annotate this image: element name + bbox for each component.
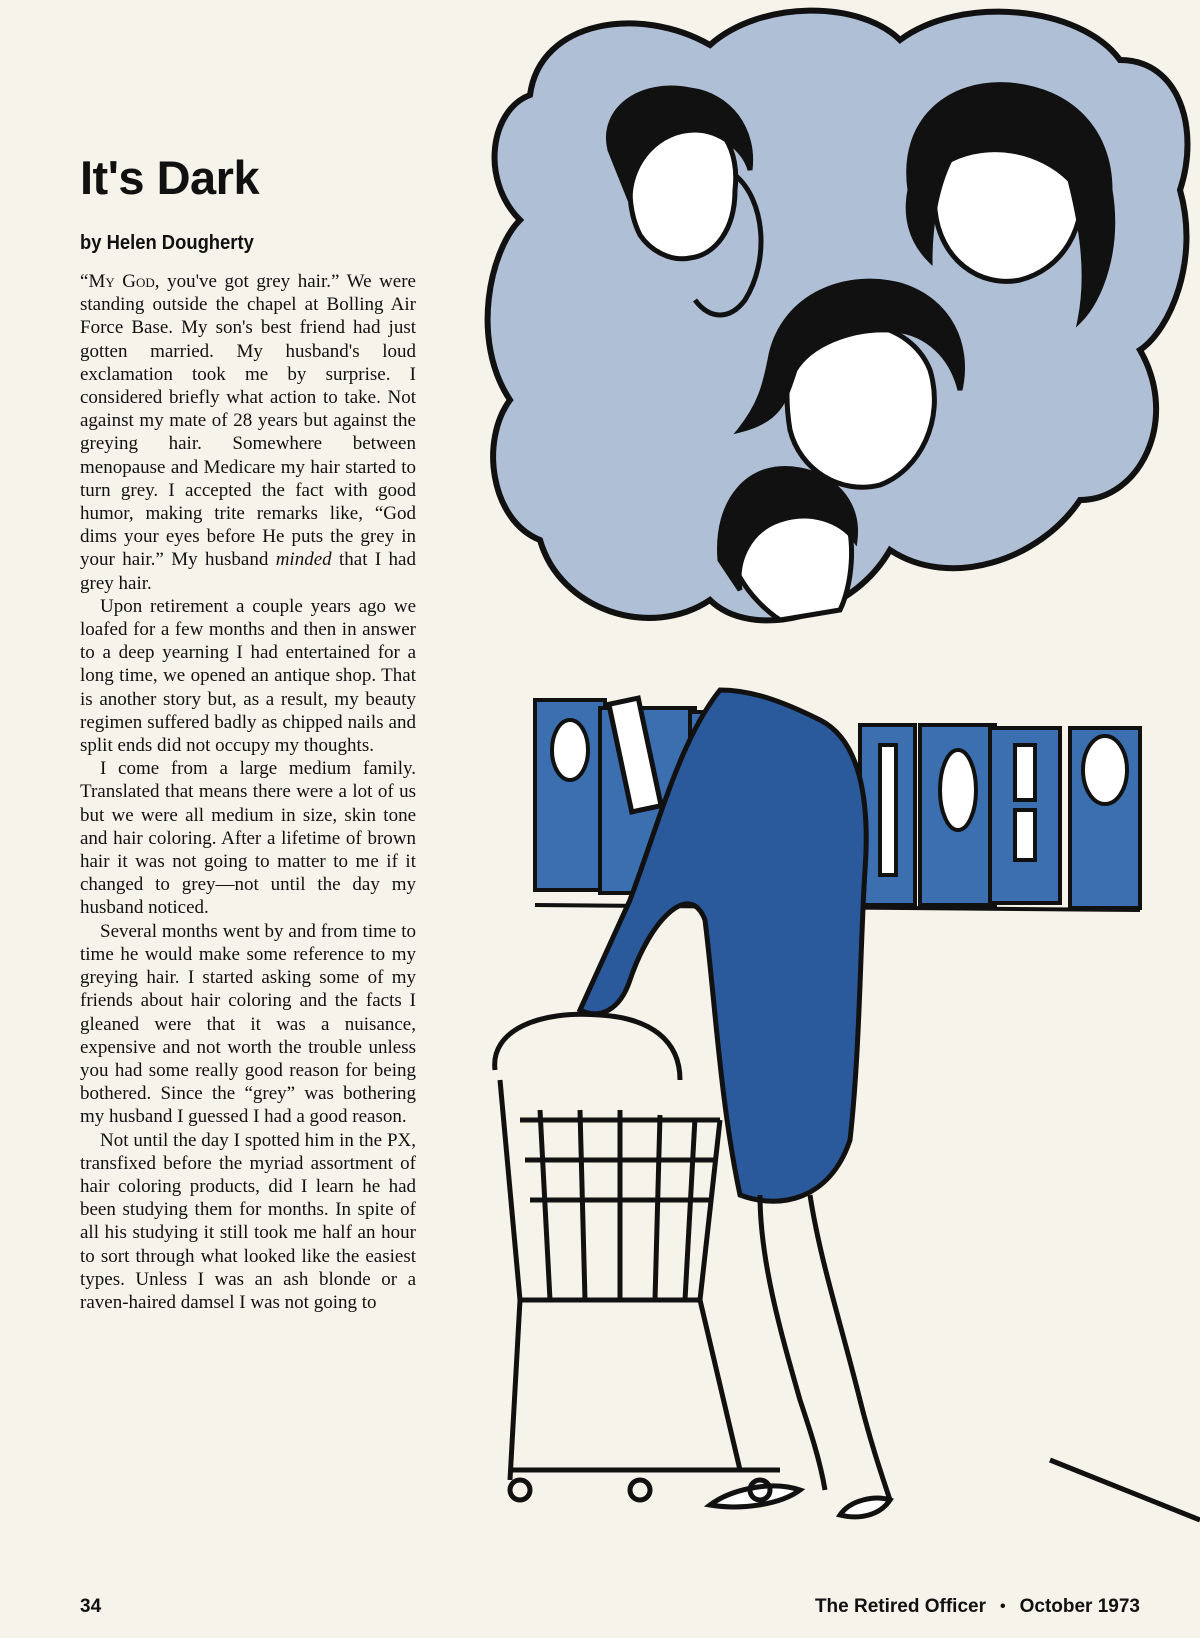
illustration-woman-with-cart	[480, 0, 1200, 1590]
paragraph-1: “My God, you've got grey hair.” We were standing outside the chapel at Bolling Air Force Base. My son's best friend had just gotten married. My husband's loud exclamation took me by surprise. I considered briefly what action to take. Not against my mate of 28 years but against the greying hair. Somewhere between menopause and Medicare my hair started to turn grey. I accepted the fact with good humor, making trite remarks like, “God dims your eyes before He puts the grey in your hair.” My husband minded that I had grey hair.	[80, 271, 416, 594]
paragraph-4: Several months went by and from time to time he would make some reference to my greying hair. I started asking some of my friends about hair coloring and the facts I gleaned were that it was a nuisance, expensive and not worth the trouble unless you had some really good reason for being bothered. Since the “grey” was bothering my husband I guessed I had a good reason.	[80, 920, 416, 1128]
article-body	[80, 270, 416, 1314]
paragraph-2: Upon retirement a couple years ago we loafed for a few months and then in answer to a deep yearning I had entertained for a long time, we opened an antique shop. That is another story but, as a result, my beauty regimen suffered badly as chipped nails and split ends did not occupy my thoughts.	[80, 595, 416, 757]
lead-in-small-caps: My God	[88, 271, 155, 292]
woman-figure	[580, 468, 890, 1516]
opening-quote: “	[80, 271, 89, 292]
article-title: It's Dark	[80, 151, 260, 204]
article-byline: by Helen Dougherty	[80, 232, 254, 254]
publication-name: The Retired Officer	[814, 1596, 986, 1617]
paragraph-3: I come from a large medium family. Translated that means there were a lot of us but we were all medium in size, skin tone and hair coloring. After a lifetime of brown hair it was not going to matter to me if it changed to grey—not until the day my husband noticed.	[80, 758, 416, 919]
emphasis: minded	[275, 549, 332, 571]
running-footer	[815, 1596, 1140, 1618]
floor-line	[1050, 1460, 1200, 1520]
issue-date: October 1973	[1019, 1596, 1140, 1617]
footer-separator: •	[999, 1598, 1006, 1615]
page-number: 34	[80, 1596, 102, 1617]
paragraph-5: Not until the day I spotted him in the PX, transfixed before the myriad assortment of hair coloring products, did I learn he had been studying them for months. In spite of all his studying it still took me half an hour to sort through what looked like the easiest types. Unless I was an ash blonde or a raven-haired damsel I was not going to	[80, 1129, 416, 1313]
